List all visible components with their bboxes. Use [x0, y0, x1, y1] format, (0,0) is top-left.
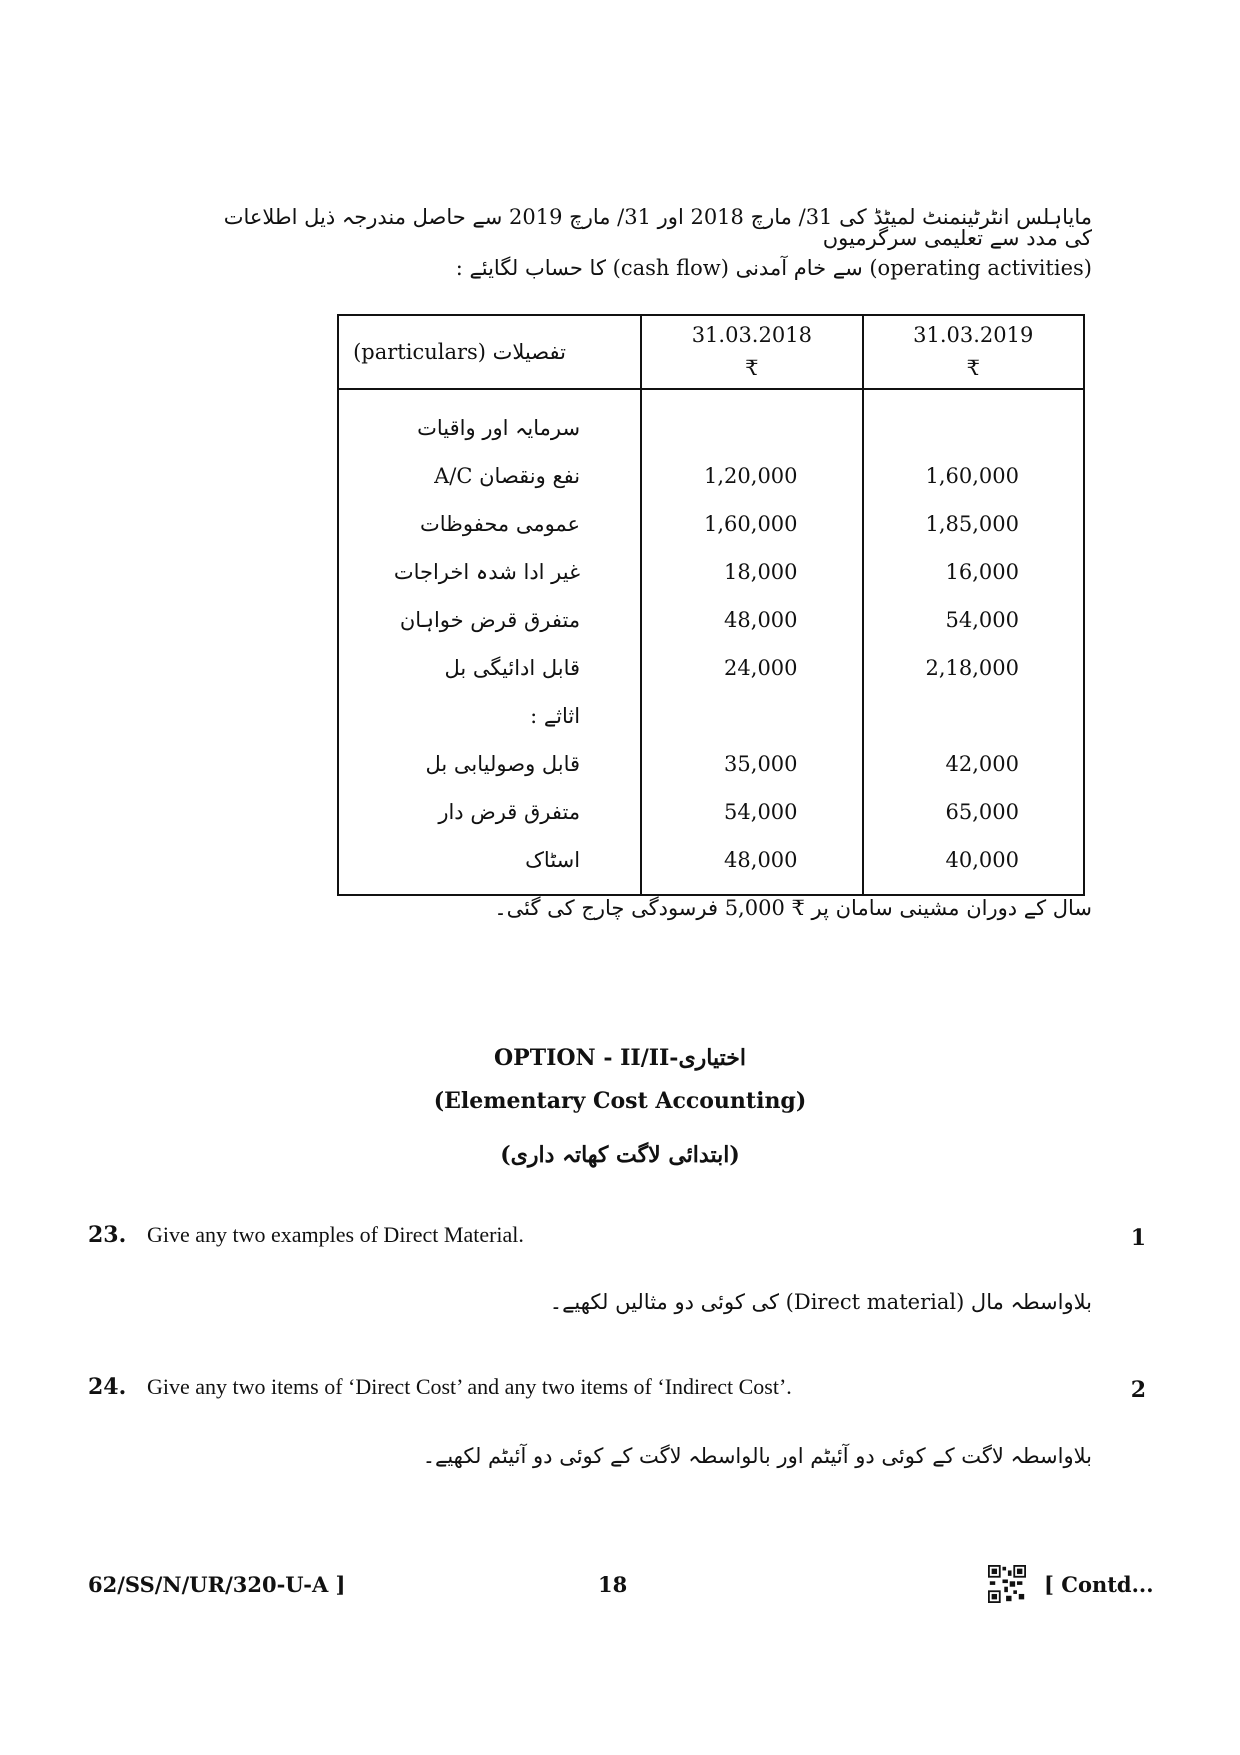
row-value-2019: 40,000 [945, 848, 1019, 872]
question-urdu-text: بلاواسطہ مال (Direct material) کی کوئی دو مثالیں لکھیے۔ [549, 1290, 1092, 1314]
table-row [338, 740, 1084, 788]
question-text: Give any two examples of Direct Material. [147, 1222, 524, 1247]
row-value-2019: 1,85,000 [925, 512, 1019, 536]
page-number: 18 [598, 1572, 628, 1597]
row-value-2019: 42,000 [945, 752, 1019, 776]
row-value-2019: 65,000 [945, 800, 1019, 824]
table-row [338, 692, 1084, 740]
table-row [338, 836, 1084, 895]
table-row [338, 500, 1084, 548]
header-2019 [863, 315, 1084, 389]
table-header-row [338, 315, 1084, 389]
row-label: متفرق قرض خواہان [338, 596, 641, 644]
table-row [338, 548, 1084, 596]
header-2018 [641, 315, 862, 389]
header-particulars: تفصیلات (particulars) [338, 315, 641, 389]
question-urdu-text: بلاواسطہ لاگت کے کوئی دو آئیٹم اور بالواسطہ لاگت کے کوئی دو آئیٹم لکھیے۔ [422, 1444, 1092, 1468]
intro-line-1: مایاہلس انٹرٹینمنٹ لمیٹڈ کی 31/ مارچ 2018 اور 31/ مارچ 2019 سے حاصل مندرجہ ذیل اطلاعات کی مدد سے تعلیمی سرگرمیوں [223, 205, 1092, 250]
header-2019-date: 31.03.2019 [913, 323, 1034, 348]
question-marks: 2 [1130, 1377, 1146, 1403]
row-value-2018: 1,60,000 [704, 512, 798, 536]
row-label: اثاثے : [338, 692, 641, 740]
table-row [338, 644, 1084, 692]
row-value-2018: 48,000 [724, 608, 798, 632]
row-label: متفرق قرض دار [338, 788, 641, 836]
row-label: غیر ادا شدہ اخراجات [338, 548, 641, 596]
row-label: قابل وصولیابی بل [338, 740, 641, 788]
option-urdu-title: (ابتدائی لاگت کھاتہ داری) [500, 1142, 740, 1168]
row-value-2018: 35,000 [724, 752, 798, 776]
table-row [338, 452, 1084, 500]
option-subtitle: (Elementary Cost Accounting) [433, 1088, 807, 1114]
row-value-2019: 1,60,000 [925, 464, 1019, 488]
intro-line-2: (operating activities) سے خام آمدنی (cash flow) کا حساب لگایئے : [455, 256, 1092, 280]
row-value-2019: 2,18,000 [925, 656, 1019, 680]
row-label: نفع ونقصان A/C [338, 452, 641, 500]
row-label: قابل ادائیگی بل [338, 644, 641, 692]
row-value-2018: 48,000 [724, 848, 798, 872]
row-value-2018: 18,000 [724, 560, 798, 584]
header-2019-unit: ₹ [966, 356, 980, 380]
question-marks: 1 [1130, 1225, 1146, 1251]
row-label: اسٹاک [338, 836, 641, 895]
row-value-2018: 24,000 [724, 656, 798, 680]
table-row [338, 788, 1084, 836]
option-title: OPTION - II/II-اختیاری [494, 1045, 746, 1071]
qr-code-icon [988, 1565, 1026, 1603]
row-value-2019: 16,000 [945, 560, 1019, 584]
balance-table [337, 314, 1085, 896]
question-number: 24. [88, 1374, 127, 1400]
question-number: 23. [88, 1222, 127, 1248]
row-value-2018: 1,20,000 [704, 464, 798, 488]
table-row [338, 389, 1084, 452]
header-2018-date: 31.03.2018 [691, 323, 812, 348]
row-label: سرمایہ اور واقیات [338, 389, 641, 452]
table-row [338, 596, 1084, 644]
row-value-2018: 54,000 [724, 800, 798, 824]
depreciation-note: سال کے دوران مشینی سامان پر ₹ 5,000 فرسودگی چارج کی گئی۔ [494, 896, 1092, 920]
header-2018-unit: ₹ [745, 356, 759, 380]
continued-label: [ Contd... [1044, 1572, 1154, 1597]
paper-code: 62/SS/N/UR/320-U-A ] [88, 1572, 346, 1597]
row-label: عمومی محفوظات [338, 500, 641, 548]
row-value-2019: 54,000 [945, 608, 1019, 632]
question-text: Give any two items of ‘Direct Cost’ and any two items of ‘Indirect Cost’. [147, 1374, 792, 1399]
